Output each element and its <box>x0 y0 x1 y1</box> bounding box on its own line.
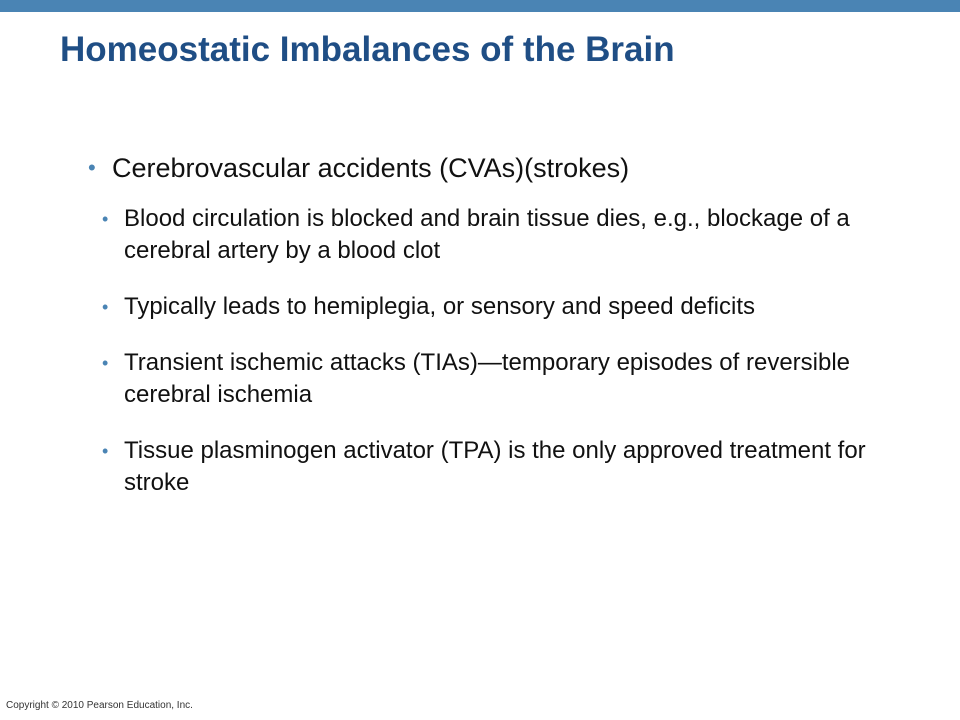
slide-title: Homeostatic Imbalances of the Brain <box>60 30 675 69</box>
bullet-marker: • <box>102 441 109 461</box>
bullet-marker: • <box>102 297 109 317</box>
sub-bullet-item <box>102 203 908 267</box>
sub-bullet-item <box>102 435 908 499</box>
sub-bullet-list <box>88 203 908 499</box>
sub-bullet-text: Typically leads to hemiplegia, or sensory and speed deficits <box>124 293 756 320</box>
bullet-marker: • <box>102 209 109 229</box>
sub-bullet-text: Tissue plasminogen activator (TPA) is the only approved treatment for stroke <box>124 437 866 496</box>
main-bullet-text: Cerebrovascular accidents (CVAs)(strokes) <box>112 153 630 183</box>
copyright-notice: Copyright © 2010 Pearson Education, Inc. <box>6 700 193 711</box>
sub-bullet-item <box>102 347 908 411</box>
slide-content <box>88 150 908 523</box>
sub-bullet-item <box>102 291 908 323</box>
bullet-marker: • <box>102 353 109 373</box>
sub-bullet-text: Blood circulation is blocked and brain tissue dies, e.g., blockage of a cerebral artery by a blood clot <box>124 205 850 264</box>
main-bullet <box>88 150 908 186</box>
bullet-marker: • <box>88 155 96 180</box>
top-accent-bar <box>0 0 960 12</box>
sub-bullet-text: Transient ischemic attacks (TIAs)—temporary episodes of reversible cerebral ischemia <box>124 349 851 408</box>
